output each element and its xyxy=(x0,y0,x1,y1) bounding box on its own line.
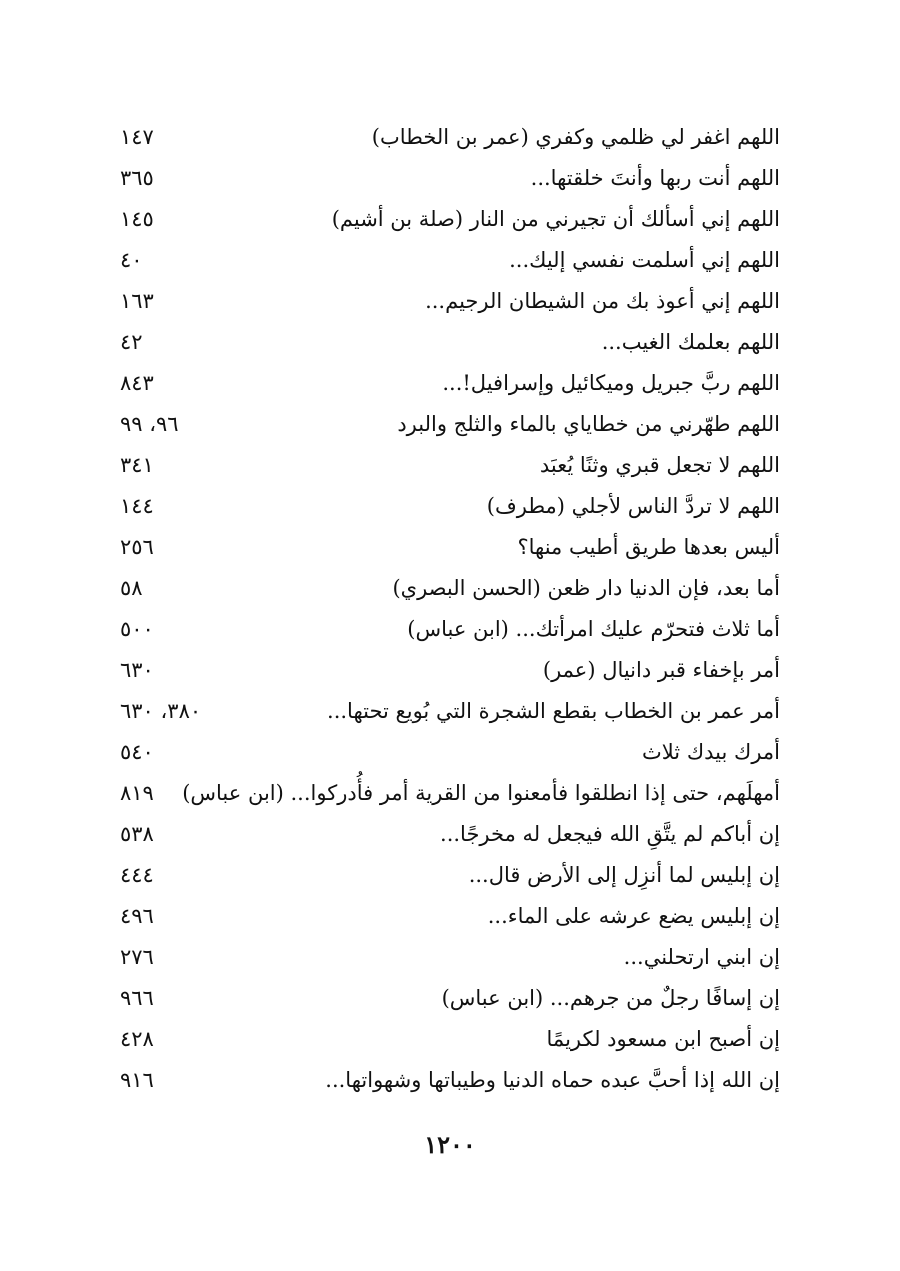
entry-text: أمرك بيدك ثلاث xyxy=(642,740,780,764)
entry-page-refs: ٣٤١ xyxy=(120,453,154,477)
index-entry xyxy=(120,117,780,158)
entry-text: إن الله إذا أحبَّ عبده حماه الدنيا وطيباتها وشهواتها... xyxy=(325,1068,780,1092)
index-entry xyxy=(120,896,780,937)
entry-page-refs: ٤٢ xyxy=(120,330,143,354)
entry-text: إن أصبح ابن مسعود لكريمًا xyxy=(546,1027,780,1051)
index-entry xyxy=(120,404,780,445)
entry-page-refs: ٩٦٦ xyxy=(120,986,154,1010)
index-entry xyxy=(120,527,780,568)
index-entry xyxy=(120,814,780,855)
entry-page-refs: ٤٢٨ xyxy=(120,1027,154,1051)
index-entry xyxy=(120,609,780,650)
entry-text: اللهم إني أسلمت نفسي إليك... xyxy=(509,248,780,272)
entry-page-refs: ٣٨٠، ٦٣٠ xyxy=(120,699,202,723)
entry-page-refs: ٢٥٦ xyxy=(120,535,154,559)
index-entry xyxy=(120,855,780,896)
index-entry xyxy=(120,691,780,732)
index-list xyxy=(120,117,780,1101)
entry-text: إن إبليس لما أنزِل إلى الأرض قال... xyxy=(468,863,780,887)
entry-text: اللهم إني أعوذ بك من الشيطان الرجيم... xyxy=(425,289,780,313)
entry-page-refs: ٦٣٠ xyxy=(120,658,154,682)
entry-text: أليس بعدها طريق أطيب منها؟ xyxy=(517,535,780,559)
entry-page-refs: ٩١٦ xyxy=(120,1068,154,1092)
index-entry xyxy=(120,322,780,363)
entry-page-refs: ٥٠٠ xyxy=(120,617,154,641)
index-entry xyxy=(120,937,780,978)
entry-page-refs: ٩٦، ٩٩ xyxy=(120,412,179,436)
index-entry xyxy=(120,281,780,322)
index-entry xyxy=(120,773,780,814)
entry-page-refs: ٨٤٣ xyxy=(120,371,154,395)
entry-text: أمهلَهم، حتى إذا انطلقوا فأمعنوا من القرية أمر فأُدركوا... (ابن عباس) xyxy=(182,781,780,805)
entry-page-refs: ١٤٤ xyxy=(120,494,154,518)
entry-page-refs: ١٤٥ xyxy=(120,207,154,231)
index-entry xyxy=(120,1019,780,1060)
entry-page-refs: ٨١٩ xyxy=(120,781,154,805)
entry-text: إن إسافًا رجلٌ من جرهم... (ابن عباس) xyxy=(441,986,780,1010)
entry-page-refs: ١٤٧ xyxy=(120,125,154,149)
index-entry xyxy=(120,199,780,240)
entry-page-refs: ١٦٣ xyxy=(120,289,154,313)
index-entry xyxy=(120,568,780,609)
entry-text: أمر عمر بن الخطاب بقطع الشجرة التي بُويع تحتها... xyxy=(327,699,780,723)
entry-text: اللهم ربَّ جبريل وميكائيل وإسرافيل!... xyxy=(442,371,780,395)
index-entry xyxy=(120,486,780,527)
index-entry xyxy=(120,363,780,404)
entry-page-refs: ٣٦٥ xyxy=(120,166,154,190)
entry-text: اللهم طهّرني من خطاياي بالماء والثلج والبرد xyxy=(397,412,780,436)
entry-text: اللهم إني أسألك أن تجيرني من النار (صلة بن أشيم) xyxy=(331,207,780,231)
entry-text: إن ابني ارتحلني... xyxy=(623,945,780,969)
entry-page-refs: ٥٣٨ xyxy=(120,822,154,846)
entry-page-refs: ٤٤٤ xyxy=(120,863,154,887)
entry-text: أما ثلاث فتحرّم عليك امرأتك... (ابن عباس) xyxy=(407,617,780,641)
page-number: ١٢٠٠ xyxy=(424,1130,476,1159)
index-entry xyxy=(120,445,780,486)
entry-text: أمر بإخفاء قبر دانيال (عمر) xyxy=(542,658,780,682)
index-entry xyxy=(120,732,780,773)
entry-page-refs: ٤٠ xyxy=(120,248,143,272)
entry-page-refs: ٤٩٦ xyxy=(120,904,154,928)
entry-page-refs: ٥٨ xyxy=(120,576,143,600)
entry-text: إن أباكم لم يتَّقِ الله فيجعل له مخرجًا... xyxy=(440,822,780,846)
entry-page-refs: ٢٧٦ xyxy=(120,945,154,969)
index-entry xyxy=(120,650,780,691)
index-entry xyxy=(120,1060,780,1101)
index-entry xyxy=(120,978,780,1019)
entry-text: اللهم لا تجعل قبري وثنًا يُعبَد xyxy=(539,453,780,477)
entry-text: اللهم لا تردَّ الناس لأجلي (مطرف) xyxy=(486,494,780,518)
entry-text: اللهم اغفر لي ظلمي وكفري (عمر بن الخطاب) xyxy=(371,125,780,149)
index-entry xyxy=(120,158,780,199)
entry-page-refs: ٥٤٠ xyxy=(120,740,154,764)
entry-text: اللهم أنت ربها وأنتَ خلقتها... xyxy=(530,166,780,190)
entry-text: إن إبليس يضع عرشه على الماء... xyxy=(487,904,780,928)
index-entry xyxy=(120,240,780,281)
entry-text: أما بعد، فإن الدنيا دار ظعن (الحسن البصري) xyxy=(392,576,780,600)
entry-text: اللهم بعلمك الغيب... xyxy=(601,330,780,354)
